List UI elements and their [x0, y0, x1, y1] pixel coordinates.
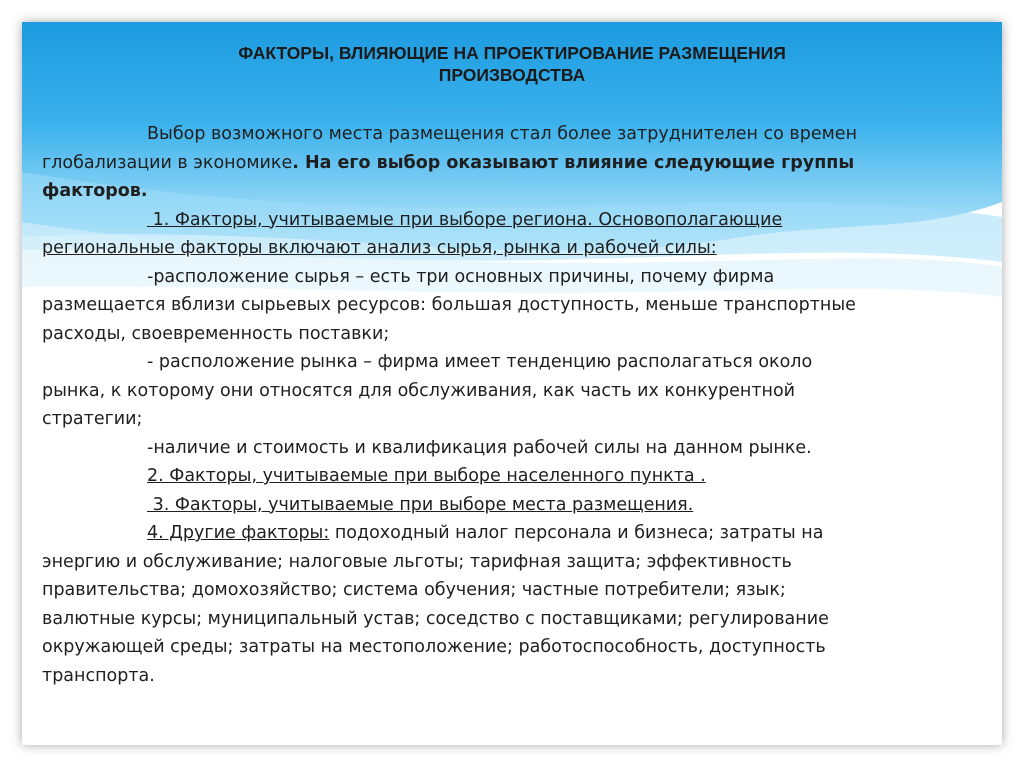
- factor-4-line-5: окружающей среды; затраты на местоположение; работоспособность, доступность: [42, 637, 826, 657]
- factor-4-line-3: правительства; домохозяйство; система обучения; частные потребители; язык;: [42, 580, 786, 600]
- raw-line-1: -расположение сырья – есть три основных причины, почему фирма: [147, 266, 775, 287]
- factor-4-line-4: валютные курсы; муниципальный устав; соседство с поставщиками; регулирование: [42, 608, 829, 629]
- factor-1-line-1: 1. Факторы, учитываемые при выборе региона. Основополагающие: [147, 209, 783, 230]
- factor-2-line: 2. Факторы, учитываемые при выборе населенного пункта .: [147, 466, 706, 486]
- intro-line-2: глобализации в экономике. На его выбор оказывают влияние следующие группы: [42, 152, 855, 173]
- raw-line-2: размещается вблизи сырьевых ресурсов: большая доступность, меньше транспортные: [42, 295, 856, 315]
- slide-body: [42, 120, 987, 690]
- factor-4-line-1: 4. Другие факторы: подоходный налог персонала и бизнеса; затраты на: [147, 523, 824, 543]
- factor-3-line: 3. Факторы, учитываемые при выборе места размещения.: [147, 494, 694, 515]
- labor-line-1: -наличие и стоимость и квалификация рабочей силы на данном рынке.: [147, 437, 812, 458]
- title-line-2: ПРОИЗВОДСТВА: [438, 65, 586, 85]
- intro-line-1: Выбор возможного места размещения стал более затруднителен со времен: [147, 124, 858, 144]
- factor-4-line-2: энергию и обслуживание; налоговые льготы; тарифная защита; эффективность: [42, 551, 792, 572]
- slide: [22, 22, 1002, 745]
- slide-title: [122, 42, 902, 86]
- factor-1-line-2: региональные факторы включают анализ сырья, рынка и рабочей силы:: [42, 238, 717, 258]
- title-line-1: ФАКТОРЫ, ВЛИЯЮЩИЕ НА ПРОЕКТИРОВАНИЕ РАЗМЕЩЕНИЯ: [238, 43, 786, 63]
- market-line-2: рынка, к которому они относятся для обслуживания, как часть их конкурентной: [42, 380, 796, 401]
- market-line-1: - расположение рынка – фирма имеет тенденцию располагаться около: [147, 352, 813, 372]
- intro-line-3: факторов.: [42, 181, 148, 201]
- market-line-3: стратегии;: [42, 409, 143, 429]
- raw-line-3: расходы, своевременность поставки;: [42, 323, 390, 344]
- factor-4-line-6: транспорта.: [42, 665, 155, 686]
